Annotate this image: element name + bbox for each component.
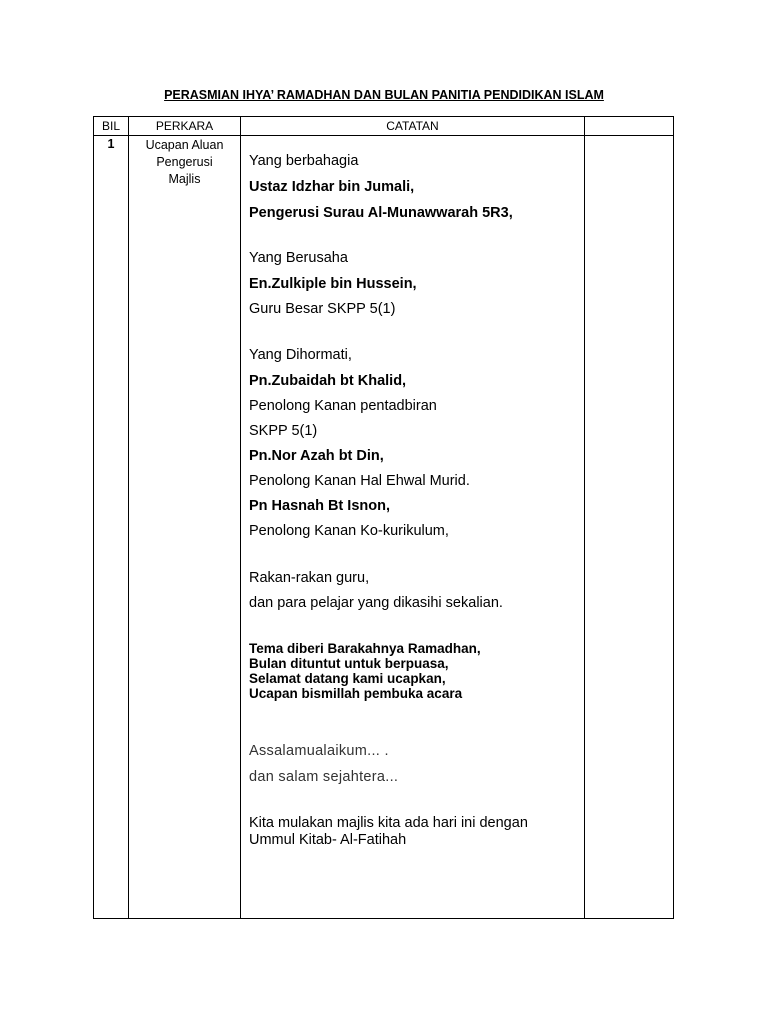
salutation-line: Assalamualaikum... . (249, 743, 389, 759)
perkara-line: Majlis (168, 172, 201, 186)
column-divider (240, 117, 241, 918)
guest-title: Penolong Kanan Ko-kurikulum, (249, 523, 449, 539)
program-table (93, 116, 674, 919)
greeting-line: Yang Dihormati, (249, 347, 352, 363)
verse-line: Bulan dituntut untuk berpuasa, (249, 656, 449, 671)
guest-name: Pn Hasnah Bt Isnon, (249, 498, 390, 514)
guest-name: En.Zulkiple bin Hussein, (249, 276, 417, 292)
guest-title: SKPP 5(1) (249, 423, 318, 439)
guest-title: Penolong Kanan Hal Ehwal Murid. (249, 473, 470, 489)
guest-name: Ustaz Idzhar bin Jumali, (249, 179, 415, 195)
perkara-line: Pengerusi (156, 155, 213, 169)
document-title: PERASMIAN IHYA’ RAMADHAN DAN BULAN PANITIA PENDIDIKAN ISLAM (164, 88, 604, 102)
header-bil: BIL (101, 119, 120, 133)
opening-line: Ummul Kitab- Al-Fatihah (249, 832, 407, 848)
header-catatan: CATATAN (386, 119, 439, 133)
greeting-line: Rakan-rakan guru, (249, 570, 370, 586)
header-blank (585, 117, 673, 135)
column-divider (128, 117, 129, 918)
header-perkara: PERKARA (155, 119, 214, 133)
verse-line: Selamat datang kami ucapkan, (249, 671, 446, 686)
guest-name: Pn.Zubaidah bt Khalid, (249, 373, 407, 389)
header-divider (94, 135, 673, 136)
theme-verse (249, 641, 481, 701)
guest-title: Pengerusi Surau Al-Munawwarah 5R3, (249, 205, 513, 221)
verse-line: Tema diberi Barakahnya Ramadhan, (249, 641, 481, 656)
guest-name: Pn.Nor Azah bt Din, (249, 448, 384, 464)
opening-line: Kita mulakan majlis kita ada hari ini dengan (249, 815, 528, 831)
greeting-line: Yang Berusaha (249, 250, 348, 266)
column-divider (584, 117, 585, 918)
perkara-line: Ucapan Aluan (145, 138, 224, 152)
verse-line: Ucapan bismillah pembuka acara (249, 686, 463, 701)
row-perkara (129, 137, 240, 188)
greeting-line: Yang berbahagia (249, 153, 359, 169)
greeting-line: dan para pelajar yang dikasihi sekalian. (249, 595, 503, 611)
row-bil: 1 (107, 137, 115, 151)
guest-title: Penolong Kanan pentadbiran (249, 398, 437, 414)
guest-title: Guru Besar SKPP 5(1) (249, 301, 396, 317)
salutation-line: dan salam sejahtera... (249, 769, 399, 785)
